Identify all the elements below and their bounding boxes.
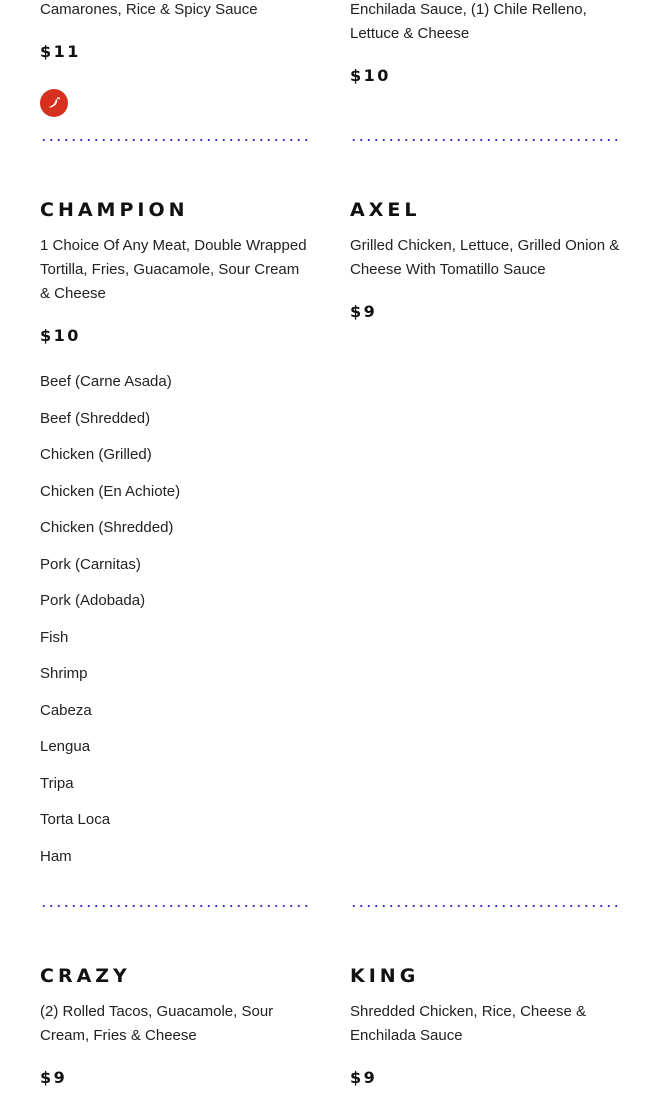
king-description-wrap xyxy=(350,1000,625,1048)
dotted-divider xyxy=(350,138,622,142)
meat-option: Torta Loca xyxy=(40,811,111,828)
item-description: Shredded Chicken, Rice, Cheese & Enchilada Sauce xyxy=(350,1003,586,1044)
dotted-divider xyxy=(350,904,622,908)
item-price: $10 xyxy=(40,326,81,345)
meat-option: Shrimp xyxy=(40,665,88,682)
item-price: $11 xyxy=(40,42,81,61)
item-title-crazy: CRAZY xyxy=(40,965,131,987)
meat-option: Beef (Carne Asada) xyxy=(40,373,172,390)
item-description: Enchilada Sauce, (1) Chile Relleno, Lettuce & Cheese xyxy=(350,1,587,42)
item-description: 1 Choice Of Any Meat, Double Wrapped Tortilla, Fries, Guacamole, Sour Cream & Cheese xyxy=(40,237,307,302)
meat-option: Chicken (Grilled) xyxy=(40,446,152,463)
meat-option: Beef (Shredded) xyxy=(40,409,151,427)
meat-option: Tripa xyxy=(40,774,74,792)
menu-item-top-right xyxy=(350,0,625,46)
item-description: (2) Rolled Tacos, Guacamole, Sour Cream, Fries & Cheese xyxy=(40,1003,274,1044)
meat-option: Lengua xyxy=(40,738,91,755)
meat-options-list xyxy=(40,372,310,872)
dotted-divider xyxy=(40,138,310,142)
item-description: Grilled Chicken, Lettuce, Grilled Onion & Cheese With Tomatillo Sauce xyxy=(350,237,620,278)
item-description: Camarones, Rice & Spicy Sauce xyxy=(40,1,258,18)
dotted-divider xyxy=(40,904,310,908)
meat-option: Chicken (Shredded) xyxy=(40,519,174,536)
meat-option: Cabeza xyxy=(40,701,92,719)
item-title-axel: AXEL xyxy=(350,199,421,221)
item-title-king: KING xyxy=(350,965,420,987)
item-title-champion: CHAMPION xyxy=(40,199,189,221)
meat-option: Fish xyxy=(40,628,69,646)
chili-pepper-icon xyxy=(40,89,68,117)
menu-item-top-left xyxy=(40,0,310,22)
axel-description-wrap xyxy=(350,234,625,282)
meat-option: Chicken (En Achiote) xyxy=(40,482,181,500)
crazy-description-wrap xyxy=(40,1000,310,1048)
item-price: $9 xyxy=(350,1068,378,1087)
item-price: $10 xyxy=(350,66,391,85)
meat-option: Pork (Carnitas) xyxy=(40,555,141,573)
meat-option: Ham xyxy=(40,847,72,865)
item-price: $9 xyxy=(40,1068,68,1087)
meat-option: Pork (Adobada) xyxy=(40,592,146,609)
item-price: $9 xyxy=(350,302,378,321)
champion-description-wrap xyxy=(40,234,310,306)
